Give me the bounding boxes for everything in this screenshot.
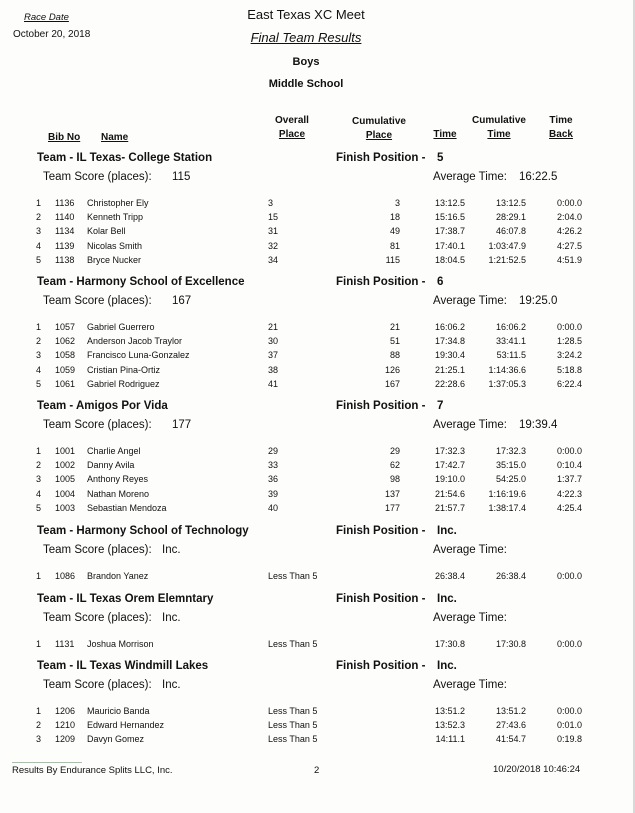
runner-cumulative-place: 88 [389,350,400,361]
average-time-value: 16:22.5 [519,171,558,183]
runner-time-back: 4:22.3 [556,488,582,499]
runner-overall-place: 36 [268,474,279,485]
runner-time-back: 2:04.0 [556,212,582,223]
runner-time: 13:52.3 [434,720,465,731]
runner-cumulative-time: 41:54.7 [495,734,526,745]
runner-name: Charlie Angel [87,446,141,456]
runner-time: 17:34.8 [434,336,465,347]
table-row [0,198,635,212]
average-time-value: 19:39.4 [519,419,558,431]
runner-bib: 1001 [55,446,76,456]
runner-time: 21:54.6 [434,488,465,499]
runner-cumulative-time: 53:11.5 [496,350,526,361]
runner-overall-place: 31 [268,226,279,237]
runner-name: Brandon Yanez [87,571,149,581]
runner-bib: 1086 [55,571,76,581]
runner-cumulative-place: 49 [389,226,400,237]
runner-index: 1 [36,446,42,456]
runner-bib: 1210 [55,720,76,731]
runner-time: 17:32.3 [434,446,465,456]
runner-bib: 1057 [55,322,76,332]
runner-overall-place: 40 [268,502,279,513]
table-row [0,474,635,488]
table-row [0,226,635,240]
col-name: Name [101,132,129,143]
runner-cumulative-time: 17:32.3 [495,446,526,456]
team-score-label: Team Score (places): [43,544,152,556]
runner-cumulative-place: 62 [389,460,400,471]
runner-cumulative-place: 167 [384,378,400,389]
team-score-value: Inc. [162,544,181,556]
runner-bib: 1002 [55,460,76,471]
col-cum-place-2: Place [365,130,393,141]
table-row [0,571,635,585]
team-name: Team - Harmony School of Excellence [37,276,245,288]
division-label: Middle School [268,78,344,90]
runner-cumulative-time: 27:43.6 [495,720,526,731]
runner-name: Davyn Gomez [87,734,145,745]
finish-position-label: Finish Position - [336,525,426,537]
runner-bib: 1209 [55,734,76,745]
runner-name: Gabriel Rodriguez [87,378,160,389]
runner-index: 2 [36,460,42,471]
runner-cumulative-place: 98 [389,474,400,485]
team-score-label: Team Score (places): [43,295,152,307]
runner-time-back: 6:22.4 [556,378,582,389]
runner-time: 26:38.4 [434,571,465,581]
runner-cumulative-time: 1:16:19.6 [488,488,526,499]
runner-cumulative-place: 81 [389,240,400,251]
runner-time-back: 0:01.0 [556,720,582,731]
runner-index: 1 [36,639,42,649]
team-name: Team - IL Texas Windmill Lakes [37,660,209,672]
runner-cumulative-time: 1:38:17.4 [488,502,526,513]
runner-index: 3 [36,734,42,745]
runner-time-back: 4:25.4 [556,502,582,513]
average-time-label: Average Time: [433,679,507,691]
runner-time-back: 0:00.0 [556,571,582,581]
runner-overall-place: 30 [268,336,279,347]
runner-time-back: 0:00.0 [556,198,582,208]
team-score-label: Team Score (places): [43,679,152,691]
runner-bib: 1139 [55,240,75,251]
finish-position-label: Finish Position - [336,152,426,164]
gender-label: Boys [292,56,320,68]
runner-name: Christopher Ely [87,198,149,208]
runner-time: 17:40.1 [434,240,465,251]
runner-index: 3 [36,350,42,361]
runner-time: 22:28.6 [434,378,465,389]
runner-time: 17:38.7 [434,226,465,237]
runner-cumulative-place: 126 [384,364,400,375]
runner-overall-place: 41 [268,378,279,389]
finish-position-label: Finish Position - [336,660,426,672]
col-back-1: Time [549,115,573,126]
runner-time-back: 3:24.2 [556,350,582,361]
runner-time-back: 5:18.8 [556,364,582,375]
runner-time: 17:30.8 [434,639,465,649]
runner-overall-place: Less Than 5 [268,706,318,716]
finish-position-label: Finish Position - [336,400,426,412]
race-date-label: Race Date [24,12,69,23]
col-cum-place-1: Cumulative [352,116,406,127]
team-score-value: Inc. [162,679,181,691]
runner-time: 15:16.5 [434,212,465,223]
runner-index: 2 [36,212,42,223]
runner-index: 5 [36,378,42,389]
team-name: Team - Harmony School of Technology [37,525,249,537]
col-overall-1: Overall [275,115,309,126]
runner-time-back: 0:00.0 [556,706,582,716]
runner-cumulative-time: 33:41.1 [495,336,526,347]
runner-overall-place: 37 [268,350,279,361]
table-row [0,322,635,336]
runner-cumulative-time: 13:12.5 [495,198,526,208]
runner-cumulative-time: 13:51.2 [495,706,526,716]
col-time: Time [433,129,457,140]
runner-index: 2 [36,720,42,731]
results-title: Final Team Results [250,30,362,45]
runner-overall-place: 38 [268,364,279,375]
page-number: 2 [314,765,320,776]
average-time-value: 19:25.0 [519,295,558,307]
average-time-label: Average Time: [433,612,507,624]
runner-time: 13:12.5 [434,198,465,208]
runner-name: Kolar Bell [87,226,126,237]
runner-index: 5 [36,502,42,513]
finish-position-value: Inc. [437,593,457,605]
runner-cumulative-place: 18 [389,212,400,223]
table-row [0,336,635,350]
footer-rule [12,762,82,763]
table-row [0,503,635,517]
table-row [0,639,635,653]
runner-index: 4 [36,488,42,499]
team-score-label: Team Score (places): [43,612,152,624]
team-name: Team - Amigos Por Vida [37,400,168,412]
runner-cumulative-time: 16:06.2 [495,322,526,332]
runner-index: 4 [36,364,42,375]
runner-time-back: 4:27.5 [556,240,582,251]
runner-time: 16:06.2 [434,322,465,332]
meet-title: East Texas XC Meet [247,7,365,22]
runner-time: 14:11.1 [435,734,465,745]
runner-cumulative-place: 29 [389,446,400,456]
runner-name: Mauricio Banda [87,706,150,716]
runner-time: 19:10.0 [434,474,465,485]
runner-bib: 1134 [55,226,75,237]
runner-name: Kenneth Tripp [87,212,144,223]
runner-name: Nathan Moreno [87,488,150,499]
runner-bib: 1136 [55,198,75,208]
runner-cumulative-time: 28:29.1 [495,212,526,223]
runner-overall-place: 29 [268,446,279,456]
runner-index: 3 [36,226,42,237]
team-name: Team - IL Texas- College Station [37,152,213,164]
table-row [0,212,635,226]
runner-cumulative-place: 51 [389,336,400,347]
runner-index: 2 [36,336,42,347]
col-back-2: Back [549,129,573,140]
table-row [0,460,635,474]
runner-bib: 1004 [55,488,76,499]
runner-bib: 1206 [55,706,76,716]
runner-time-back: 0:00.0 [556,446,582,456]
runner-cumulative-time: 26:38.4 [495,571,526,581]
team-score-label: Team Score (places): [43,419,152,431]
runner-index: 4 [36,240,42,251]
runner-overall-place: 32 [268,240,279,251]
runner-bib: 1138 [55,254,75,265]
runner-overall-place: 15 [268,212,279,223]
runner-overall-place: Less Than 5 [268,571,318,581]
col-cum-time-2: Time [487,129,511,140]
runner-name: Edward Hernandez [87,720,165,731]
runner-name: Danny Avila [87,460,135,471]
runner-name: Anderson Jacob Traylor [87,336,183,347]
runner-overall-place: 34 [268,254,279,265]
runner-time: 21:57.7 [434,502,465,513]
average-time-label: Average Time: [433,419,507,431]
table-row [0,350,635,364]
print-timestamp: 10/20/2018 10:46:24 [493,764,581,775]
runner-time-back: 0:10.4 [556,460,582,471]
team-score-value: 167 [172,295,192,307]
runner-bib: 1131 [55,639,75,649]
table-row [0,365,635,379]
runner-name: Cristian Pina-Ortiz [87,364,161,375]
runner-time: 13:51.2 [434,706,465,716]
finish-position-value: 5 [437,152,444,164]
team-score-value: 177 [172,419,192,431]
runner-overall-place: Less Than 5 [268,720,318,731]
runner-cumulative-time: 35:15.0 [495,460,526,471]
runner-index: 1 [36,322,42,332]
runner-bib: 1005 [55,474,76,485]
runner-bib: 1003 [55,502,76,513]
runner-overall-place: 39 [268,488,279,499]
race-date: October 20, 2018 [13,29,91,40]
runner-cumulative-place: 21 [389,322,400,332]
runner-time: 18:04.5 [434,254,465,265]
table-row [0,379,635,393]
runner-name: Nicolas Smith [87,240,143,251]
runner-bib: 1059 [55,364,76,375]
runner-time-back: 0:19.8 [556,734,582,745]
runner-name: Gabriel Guerrero [87,322,155,332]
runner-overall-place: Less Than 5 [268,639,318,649]
runner-time: 17:42.7 [434,460,465,471]
footer-credit: Results By Endurance Splits LLC, Inc. [12,765,173,776]
runner-index: 1 [36,198,42,208]
runner-cumulative-place: 137 [384,488,400,499]
runner-time-back: 4:51.9 [556,254,582,265]
runner-time: 19:30.4 [434,350,465,361]
table-row [0,734,635,748]
runner-cumulative-time: 1:03:47.9 [488,240,526,251]
runner-cumulative-time: 54:25.0 [495,474,526,485]
runner-overall-place: 33 [268,460,279,471]
col-overall-2: Place [278,129,306,140]
table-row [0,489,635,503]
runner-overall-place: 3 [268,198,274,208]
runner-cumulative-time: 17:30.8 [495,639,526,649]
runner-name: Sebastian Mendoza [87,502,167,513]
table-row [0,241,635,255]
runner-time: 21:25.1 [434,364,465,375]
team-name: Team - IL Texas Orem Elemntary [37,593,214,605]
runner-cumulative-place: 177 [384,502,400,513]
average-time-label: Average Time: [433,295,507,307]
runner-bib: 1058 [55,350,76,361]
runner-index: 1 [36,571,42,581]
runner-time-back: 0:00.0 [556,639,582,649]
average-time-label: Average Time: [433,171,507,183]
team-score-value: Inc. [162,612,181,624]
runner-bib: 1140 [55,212,75,223]
runner-name: Francisco Luna-Gonzalez [87,350,190,361]
runner-time-back: 0:00.0 [556,322,582,332]
runner-cumulative-time: 1:37:05.3 [488,378,526,389]
runner-time-back: 4:26.2 [556,226,582,237]
runner-time-back: 1:28.5 [556,336,582,347]
runner-time-back: 1:37.7 [556,474,582,485]
runner-bib: 1062 [55,336,76,347]
runner-cumulative-time: 1:21:52.5 [488,254,526,265]
runner-bib: 1061 [55,378,76,389]
runner-overall-place: Less Than 5 [268,734,318,745]
runner-index: 5 [36,254,42,265]
average-time-label: Average Time: [433,544,507,556]
finish-position-label: Finish Position - [336,593,426,605]
col-cum-time-1: Cumulative [472,115,526,126]
finish-position-label: Finish Position - [336,276,426,288]
table-row [0,255,635,269]
finish-position-value: 7 [437,400,444,412]
finish-position-value: 6 [437,276,444,288]
runner-cumulative-time: 1:14:36.6 [488,364,526,375]
finish-position-value: Inc. [437,660,457,672]
runner-index: 1 [36,706,42,716]
runner-overall-place: 21 [268,322,279,332]
team-score-value: 115 [172,171,191,183]
table-row [0,446,635,460]
runner-index: 3 [36,474,42,485]
runner-cumulative-place: 115 [385,254,400,265]
finish-position-value: Inc. [437,525,457,537]
runner-name: Anthony Reyes [87,474,149,485]
team-score-label: Team Score (places): [43,171,152,183]
runner-name: Bryce Nucker [87,254,142,265]
runner-name: Joshua Morrison [87,639,154,649]
runner-cumulative-time: 46:07.8 [495,226,526,237]
col-bib: Bib No [48,132,81,143]
table-row [0,720,635,734]
runner-cumulative-place: 3 [394,198,400,208]
table-row [0,706,635,720]
